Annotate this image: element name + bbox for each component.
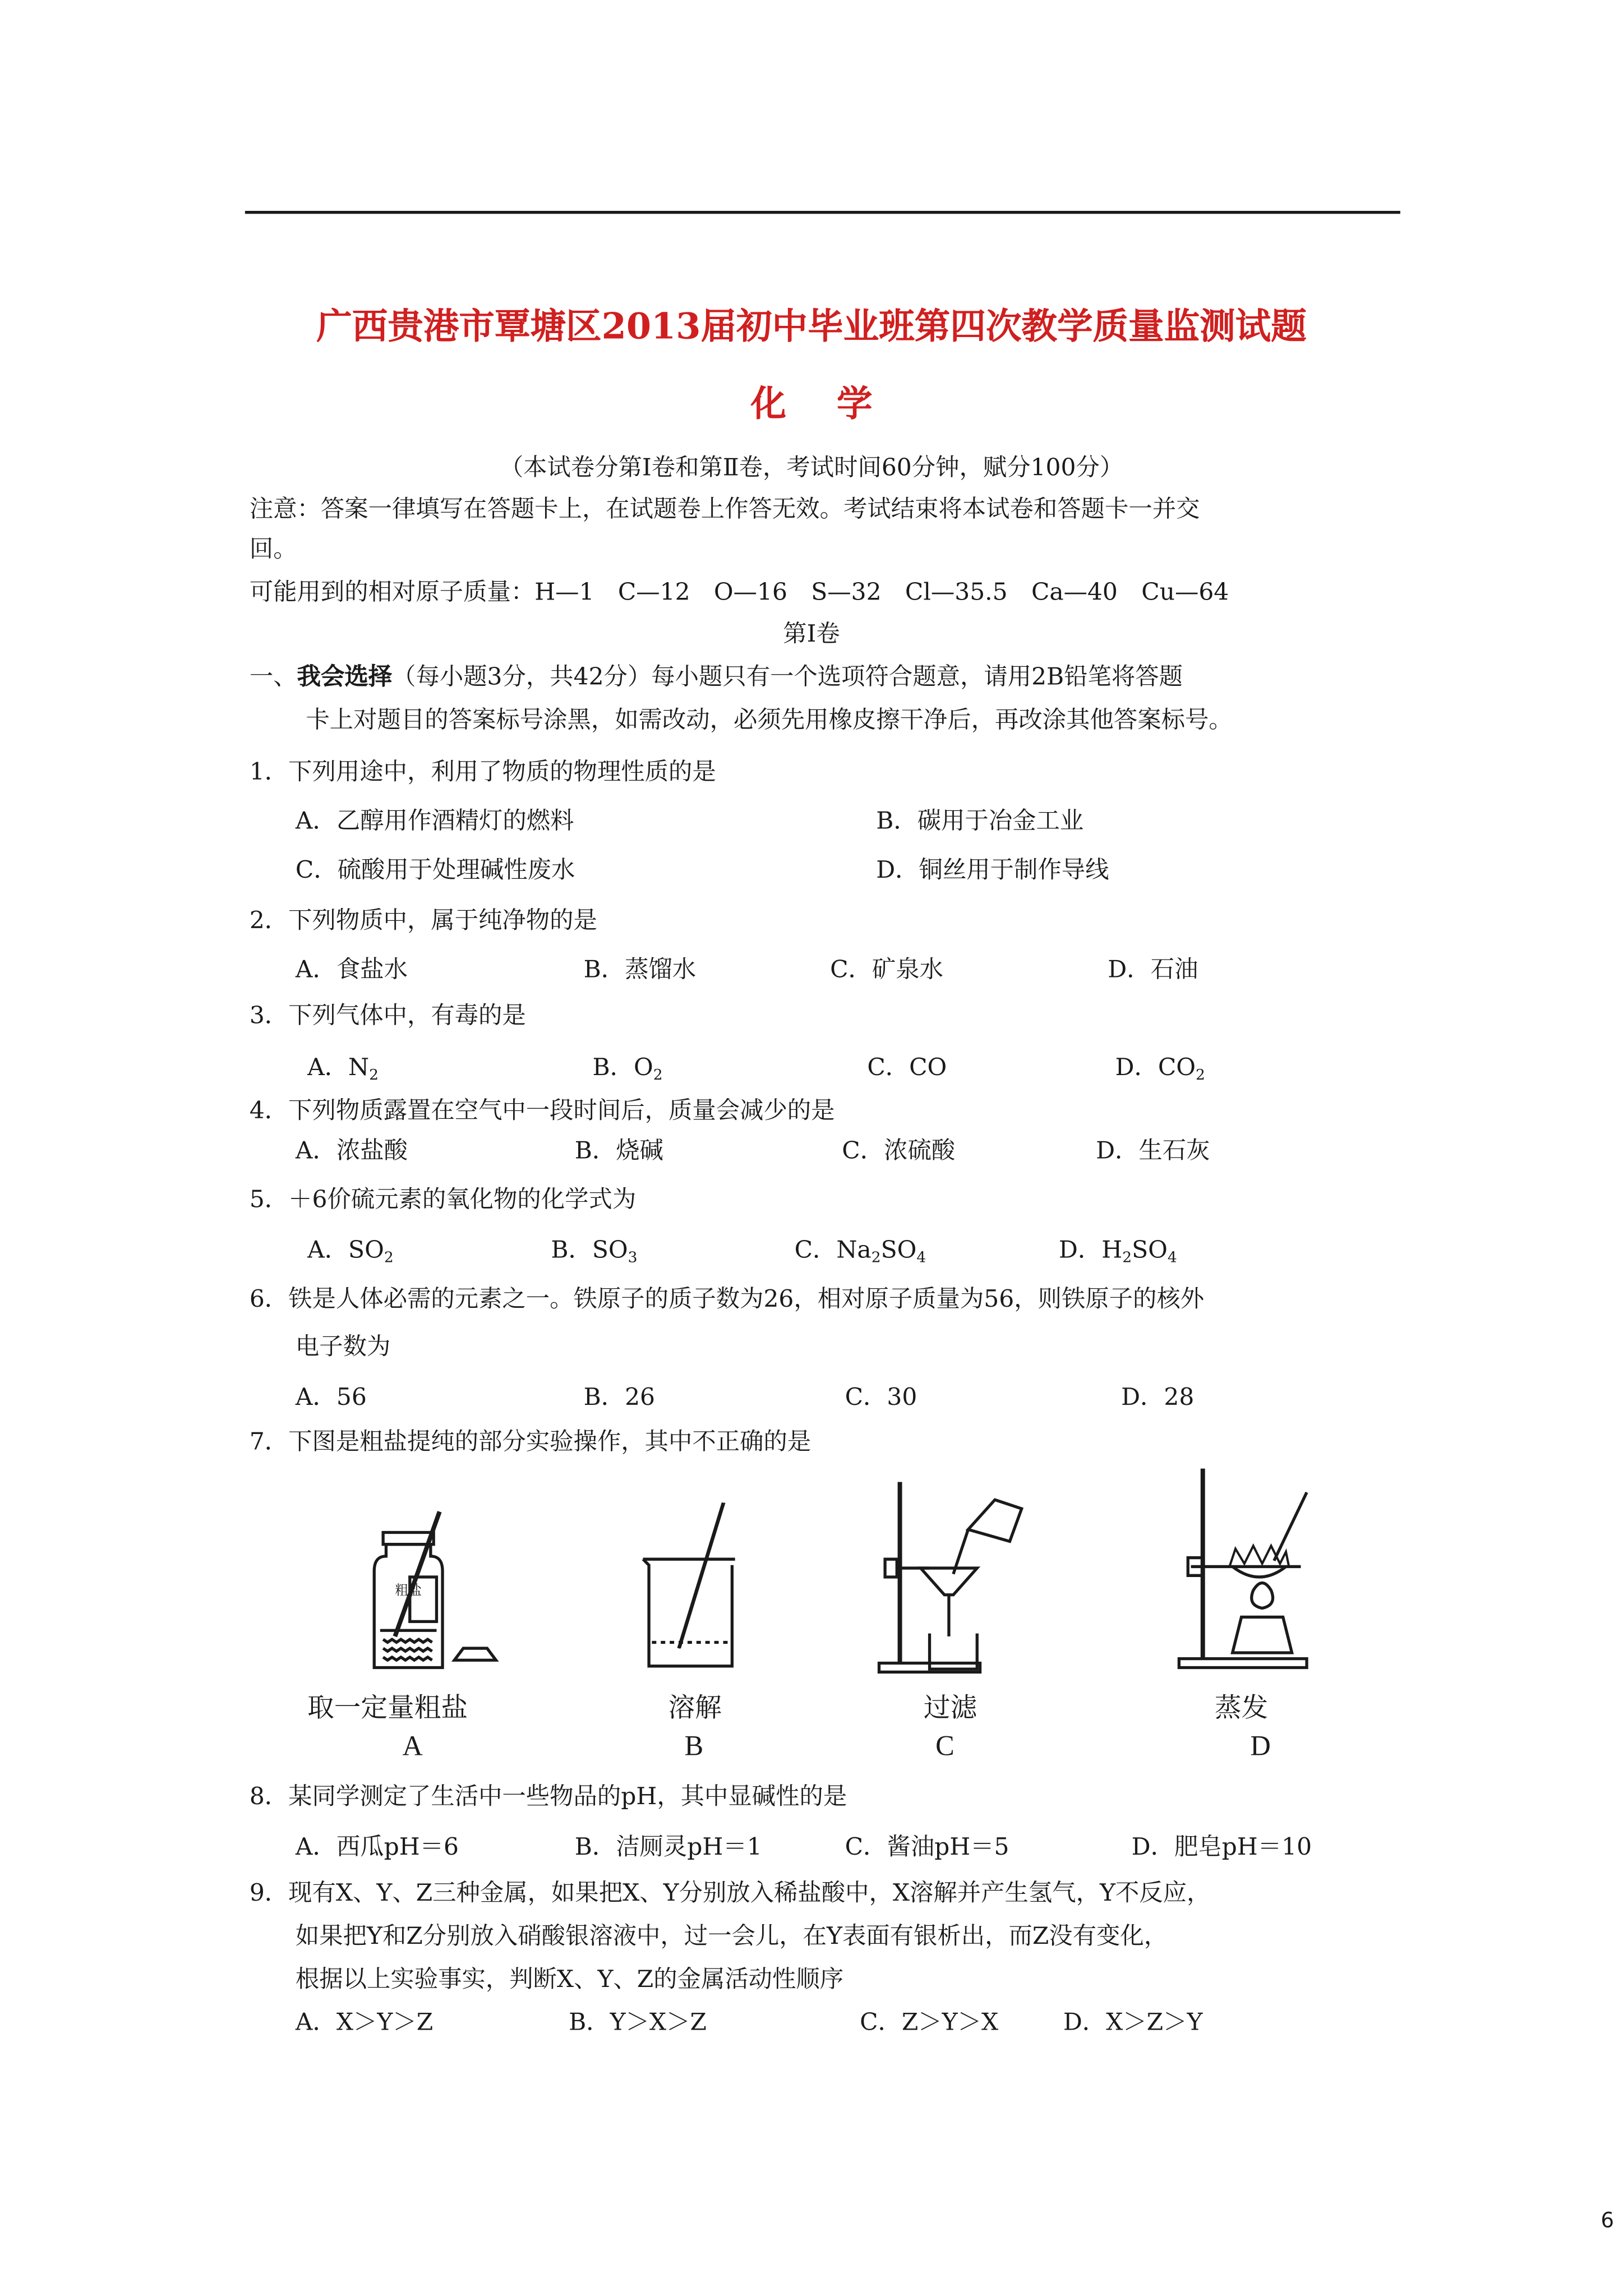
caption-c: 过滤	[923, 1693, 978, 1725]
q6-option-c: C．30	[845, 1382, 917, 1411]
q8-option-b: B．洁厕灵pH＝1	[574, 1832, 762, 1861]
filtration-figure	[876, 1470, 1039, 1685]
q9-option-a: A．X＞Y＞Z	[295, 2007, 434, 2036]
q5-option-d: D．$H_2SO_4$	[1058, 1235, 1177, 1267]
q2-option-b: B．蒸馏水	[583, 955, 697, 983]
q1-option-b: B．碳用于冶金工业	[876, 806, 1084, 835]
q6-stem-line-2: 电子数为	[295, 1332, 391, 1361]
q9-stem-line-3: 根据以上实验事实，判断X、Y、Z的金属活动性顺序	[295, 1965, 844, 1993]
q4-stem: 4．下列物质露置在空气中一段时间后，质量会减少的是	[249, 1096, 835, 1124]
q8-stem: 8．某同学测定了生活中一些物品的pH，其中显碱性的是	[249, 1782, 847, 1810]
q8-option-d: D．肥皂pH＝10	[1131, 1832, 1312, 1861]
beaker-figure	[631, 1500, 750, 1678]
q1-stem: 1．下列用途中，利用了物质的物理性质的是	[249, 757, 716, 786]
q1-option-a: A．乙醇用作酒精灯的燃料	[295, 806, 574, 835]
q9-option-c: C．Z＞Y＞X	[860, 2007, 999, 2036]
q6-option-a: A．56	[295, 1382, 367, 1411]
q6-option-b: B．26	[583, 1382, 656, 1411]
letter-c: C	[935, 1731, 955, 1763]
q5-option-b: B．$SO_3$	[551, 1235, 638, 1267]
q9-option-d: D．X＞Z＞Y	[1063, 2007, 1203, 2036]
q4-option-c: C．浓硫酸	[842, 1136, 956, 1164]
q5-stem: 5．＋6价硫元素的氧化物的化学式为	[249, 1184, 637, 1214]
letter-a: A	[402, 1731, 423, 1763]
q6-stem: 6．铁是人体必需的元素之一。铁原子的质子数为26，相对原子质量为56，则铁原子的核外	[249, 1284, 1205, 1313]
section-number: 一、	[249, 662, 297, 691]
q4-option-d: D．生石灰	[1096, 1136, 1210, 1164]
section-title-line-2: 卡上对题目的答案标号涂黑，如需改动，必须先用橡皮擦干净后，再改涂其他答案标号。	[306, 705, 1233, 734]
q5-option-c: C．$Na_2SO_4$	[794, 1235, 926, 1267]
notice-line-1: 注意：答案一律填写在答题卡上，在试题卷上作答无效。考试结束将本试卷和答题卡一并交	[249, 494, 1200, 523]
q3-option-d: D．$CO_2$	[1115, 1053, 1205, 1084]
top-rule	[245, 211, 1400, 214]
q3-option-a: A．$N_2$	[307, 1053, 379, 1084]
q2-option-c: C．矿泉水	[830, 955, 944, 983]
q9-option-b: B．Y＞X＞Z	[569, 2007, 707, 2036]
subject-title: 化学	[750, 381, 923, 425]
q5-option-a: A．$SO_2$	[307, 1235, 394, 1267]
letter-b: B	[684, 1731, 704, 1763]
atomic-masses: 可能用到的相对原子质量：H—1 C—12 O—16 S—32 Cl—35.5 Ca—40 Cu—64	[249, 577, 1229, 606]
q2-stem: 2．下列物质中，属于纯净物的是	[249, 906, 597, 934]
q6-option-d: D．28	[1121, 1382, 1195, 1411]
q9-stem-line-2: 如果把Y和Z分别放入硝酸银溶液中，过一会儿，在Y表面有银析出，而Z没有变化，	[295, 1921, 1168, 1950]
q8-option-c: C．酱油pH＝5	[845, 1832, 1009, 1861]
evaporation-figure	[1158, 1463, 1321, 1685]
caption-d: 蒸发	[1214, 1693, 1269, 1725]
volume-heading: 第Ⅰ卷	[783, 619, 840, 648]
q9-stem-line-1: 9．现有X、Y、Z三种金属，如果把X、Y分别放入稀盐酸中，X溶解并产生氢气，Y不反应，	[249, 1878, 1211, 1907]
q4-option-a: A．浓盐酸	[295, 1136, 408, 1164]
section-title	[250, 658, 1183, 692]
section-bold: 我会选择	[297, 662, 393, 691]
q2-option-d: D．石油	[1108, 955, 1198, 983]
q1-option-d: D．铜丝用于制作导线	[876, 855, 1109, 884]
letter-d: D	[1250, 1731, 1271, 1763]
notice-line-2: 回。	[249, 534, 297, 563]
q3-option-b: B．$O_2$	[592, 1053, 663, 1084]
q7-stem: 7．下图是粗盐提纯的部分实验操作，其中不正确的是	[249, 1427, 811, 1455]
q8-option-a: A．西瓜pH＝6	[295, 1832, 459, 1861]
jar-label: 粗盐	[395, 1584, 422, 1599]
salt-jar-figure	[356, 1511, 505, 1675]
page-number: 6	[1601, 2209, 1614, 2234]
caption-b: 溶解	[668, 1693, 722, 1725]
q3-stem: 3．下列气体中，有毒的是	[249, 1001, 526, 1029]
exam-title: 广西贵港市覃塘区2013届初中毕业班第四次教学质量监测试题	[316, 304, 1307, 348]
exam-info: （本试卷分第Ⅰ卷和第Ⅱ卷，考试时间60分钟，赋分100分）	[499, 453, 1124, 481]
section-rest: （每小题3分，共42分）每小题只有一个选项符合题意，请用2B铅笔将答题	[392, 662, 1183, 691]
q4-option-b: B．烧碱	[574, 1136, 663, 1164]
caption-a: 取一定量粗盐	[307, 1693, 468, 1725]
q2-option-a: A．食盐水	[295, 955, 408, 983]
q3-option-c: C．CO	[867, 1053, 947, 1081]
q1-option-c: C．硫酸用于处理碱性废水	[295, 855, 575, 884]
